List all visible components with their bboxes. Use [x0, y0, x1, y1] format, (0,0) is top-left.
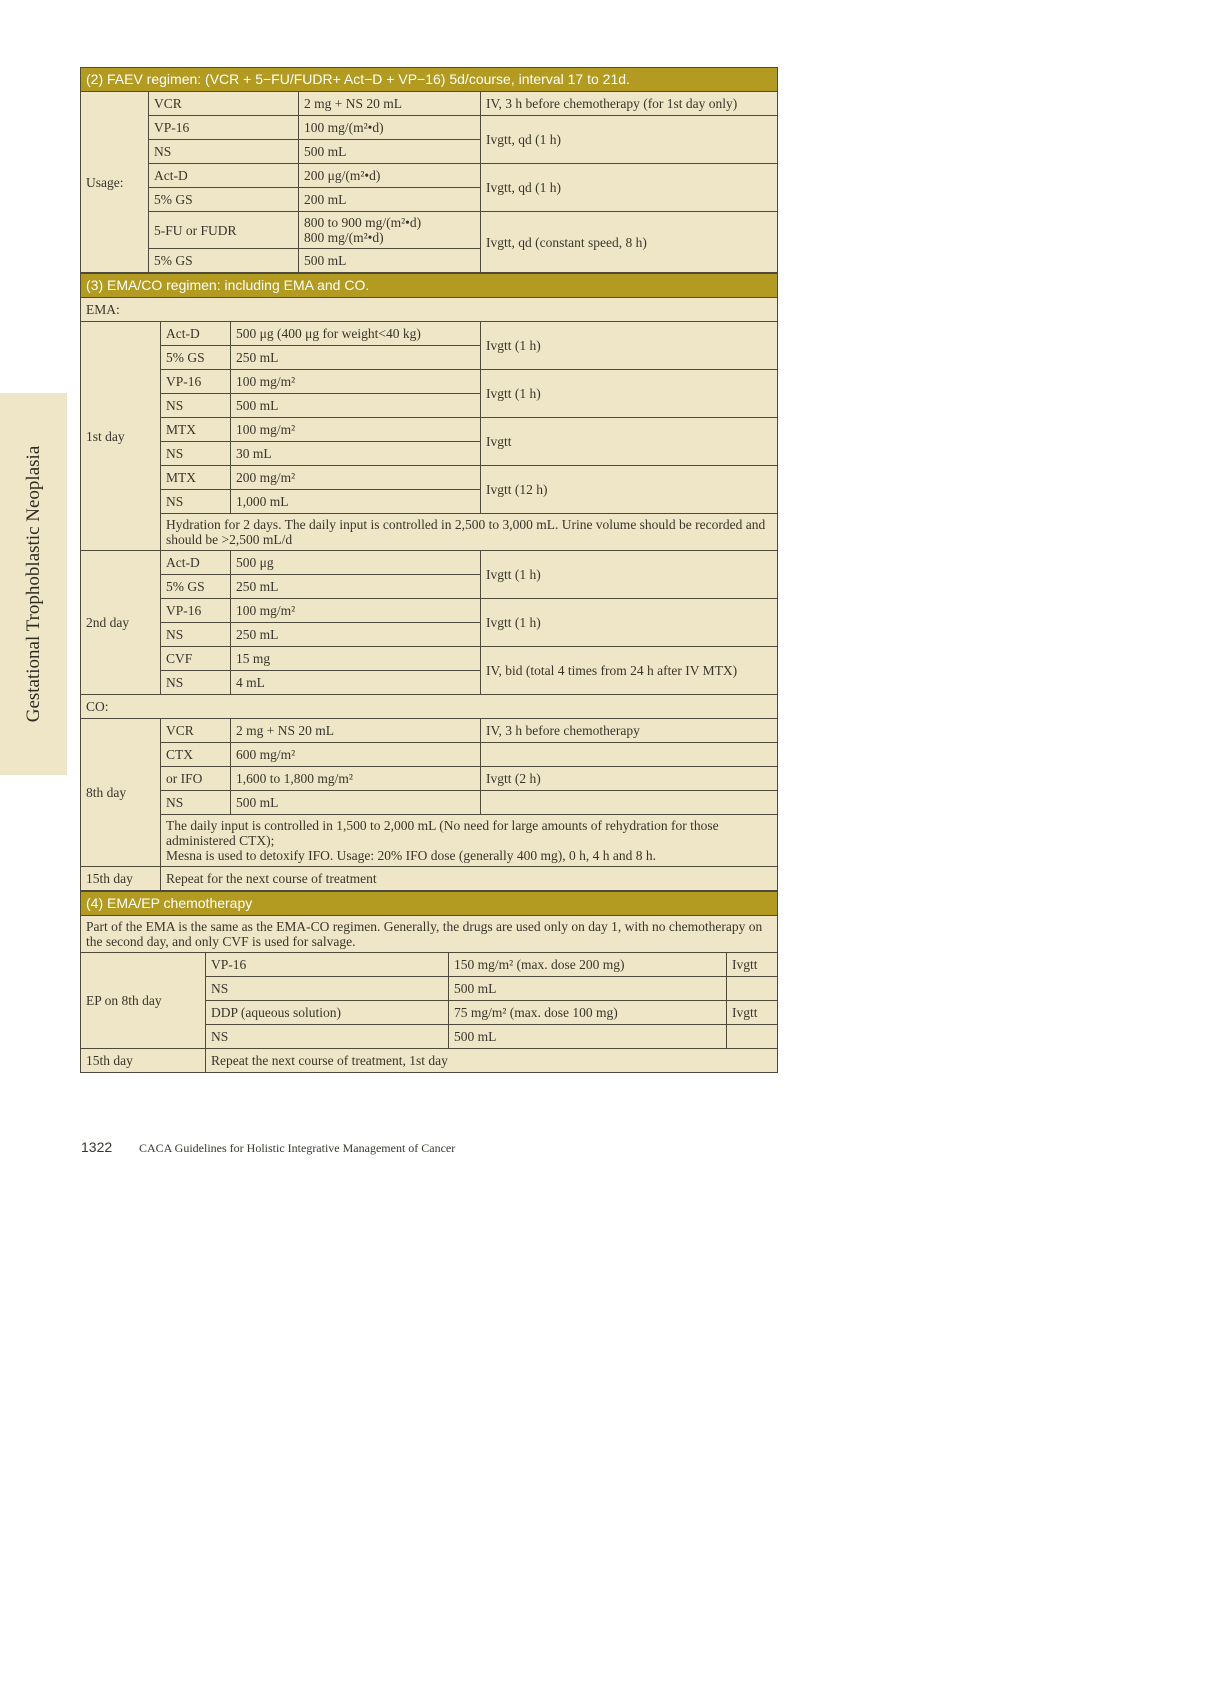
- dose-cell: 500 mL: [299, 140, 481, 164]
- table-row: [81, 370, 778, 394]
- table-row: [81, 719, 778, 743]
- note-line: The daily input is controlled in 1,500 to 2,000 mL (No need for large amounts of rehydration for those administered CTX);: [166, 818, 719, 848]
- ema-ep-header: (4) EMA/EP chemotherapy: [81, 892, 778, 916]
- dose-cell: 100 mg/(m²•d): [299, 116, 481, 140]
- regimen-tables: [80, 67, 777, 1073]
- dose-cell: 2 mg + NS 20 mL: [299, 92, 481, 116]
- dose-cell: 1,600 to 1,800 mg/m²: [231, 767, 481, 791]
- drug-cell: Act-D: [161, 322, 231, 346]
- drug-cell: NS: [161, 791, 231, 815]
- table-row: [81, 212, 778, 249]
- page-footer: [81, 1139, 455, 1157]
- drug-cell: 5% GS: [161, 346, 231, 370]
- dose-cell: 200 μg/(m²•d): [299, 164, 481, 188]
- dose-cell: 100 mg/m²: [231, 599, 481, 623]
- ema-co-header: (3) EMA/CO regimen: including EMA and CO.: [81, 274, 778, 298]
- note-line: Mesna is used to detoxify IFO. Usage: 20% IFO dose (generally 400 mg), 0 h, 4 h and 8 h.: [166, 848, 657, 863]
- table-row: [81, 743, 778, 767]
- table-row: [81, 767, 778, 791]
- faev-regimen-table: [80, 67, 778, 273]
- drug-cell: 5% GS: [149, 188, 299, 212]
- route-cell: Ivgtt (1 h): [481, 599, 778, 647]
- table-row: [81, 418, 778, 442]
- route-cell: IV, bid (total 4 times from 24 h after IV MTX): [481, 647, 778, 695]
- table-row: [81, 322, 778, 346]
- table-row: [81, 953, 778, 977]
- drug-cell: 5% GS: [149, 249, 299, 273]
- drug-cell: NS: [161, 490, 231, 514]
- page-number: 1322: [81, 1139, 113, 1155]
- repeat-note: Repeat for the next course of treatment: [161, 867, 778, 891]
- drug-cell: NS: [149, 140, 299, 164]
- dose-cell: 500 mL: [231, 394, 481, 418]
- table-row: [81, 599, 778, 623]
- route-cell: Ivgtt (1 h): [481, 370, 778, 418]
- dose-cell: 500 μg: [231, 551, 481, 575]
- route-cell: Ivgtt (1 h): [481, 322, 778, 370]
- drug-cell: NS: [206, 1025, 449, 1049]
- table-row: [81, 791, 778, 815]
- dose-cell: 1,000 mL: [231, 490, 481, 514]
- drug-cell: Act-D: [161, 551, 231, 575]
- dose-cell: 500 mL: [449, 977, 727, 1001]
- dose-cell: 4 mL: [231, 671, 481, 695]
- dose-cell: 200 mL: [299, 188, 481, 212]
- drug-cell: or IFO: [161, 767, 231, 791]
- ema-ep-intro: Part of the EMA is the same as the EMA-CO regimen. Generally, the drugs are used only on day 1, with no chemotherapy on the second day, and only CVF is used for salvage.: [81, 916, 778, 953]
- table-row: [81, 116, 778, 140]
- table-row: [81, 514, 778, 551]
- route-cell: Ivgtt, qd (constant speed, 8 h): [481, 212, 778, 273]
- dose-cell: 600 mg/m²: [231, 743, 481, 767]
- day-label: 15th day: [81, 867, 161, 891]
- table-row: [81, 92, 778, 116]
- dose-cell: 250 mL: [231, 575, 481, 599]
- day-label: 2nd day: [81, 551, 161, 695]
- ema-ep-regimen-table: [80, 891, 778, 1073]
- drug-cell: CVF: [161, 647, 231, 671]
- day-label: 1st day: [81, 322, 161, 551]
- table-row: [81, 164, 778, 188]
- table-row: [81, 551, 778, 575]
- table-row: [81, 647, 778, 671]
- dose-cell: 150 mg/m² (max. dose 200 mg): [449, 953, 727, 977]
- route-cell: Ivgtt, qd (1 h): [481, 164, 778, 212]
- faev-header: (2) FAEV regimen: (VCR + 5−FU/FUDR+ Act−D + VP−16) 5d/course, interval 17 to 21d.: [81, 68, 778, 92]
- day-label: 8th day: [81, 719, 161, 867]
- day-label: 15th day: [81, 1049, 206, 1073]
- side-chapter-tab: [0, 393, 67, 775]
- drug-cell: 5-FU or FUDR: [149, 212, 299, 249]
- dose-cell: [299, 212, 481, 249]
- route-cell: [727, 1025, 778, 1049]
- drug-cell: MTX: [161, 418, 231, 442]
- dose-cell: 500 mL: [299, 249, 481, 273]
- dose-cell: 100 mg/m²: [231, 418, 481, 442]
- table-row: [81, 466, 778, 490]
- drug-cell: VP-16: [149, 116, 299, 140]
- dose-cell: 2 mg + NS 20 mL: [231, 719, 481, 743]
- usage-label: Usage:: [81, 92, 149, 273]
- route-cell: Ivgtt (2 h): [481, 767, 778, 791]
- route-cell: Ivgtt: [727, 1001, 778, 1025]
- table-row: [81, 1049, 778, 1073]
- drug-cell: NS: [161, 623, 231, 647]
- route-cell: Ivgtt, qd (1 h): [481, 116, 778, 164]
- drug-cell: MTX: [161, 466, 231, 490]
- table-row: [81, 867, 778, 891]
- dose-line: 800 to 900 mg/(m²•d): [304, 215, 422, 230]
- dose-cell: 500 mL: [449, 1025, 727, 1049]
- route-cell: Ivgtt (1 h): [481, 551, 778, 599]
- drug-cell: NS: [161, 442, 231, 466]
- route-cell: IV, 3 h before chemotherapy (for 1st day only): [481, 92, 778, 116]
- dose-cell: 250 mL: [231, 346, 481, 370]
- route-cell: IV, 3 h before chemotherapy: [481, 719, 778, 743]
- table-row: [81, 815, 778, 867]
- drug-cell: VP-16: [161, 599, 231, 623]
- drug-cell: VP-16: [161, 370, 231, 394]
- drug-cell: NS: [206, 977, 449, 1001]
- route-cell: [481, 791, 778, 815]
- side-chapter-title: Gestational Trophoblastic Neoplasia: [22, 445, 44, 723]
- route-cell: Ivgtt (12 h): [481, 466, 778, 514]
- dose-cell: 200 mg/m²: [231, 466, 481, 490]
- route-cell: Ivgtt: [481, 418, 778, 466]
- publication-title: CACA Guidelines for Holistic Integrative Management of Cancer: [139, 1141, 456, 1155]
- repeat-note: Repeat the next course of treatment, 1st day: [206, 1049, 778, 1073]
- drug-cell: VCR: [149, 92, 299, 116]
- ema-co-regimen-table: [80, 273, 778, 891]
- day-label: EP on 8th day: [81, 953, 206, 1049]
- route-cell: Ivgtt: [727, 953, 778, 977]
- drug-cell: DDP (aqueous solution): [206, 1001, 449, 1025]
- dose-line: 800 mg/(m²•d): [304, 230, 384, 245]
- dose-cell: 250 mL: [231, 623, 481, 647]
- drug-cell: CTX: [161, 743, 231, 767]
- dose-cell: 75 mg/m² (max. dose 100 mg): [449, 1001, 727, 1025]
- drug-cell: Act-D: [149, 164, 299, 188]
- drug-cell: VCR: [161, 719, 231, 743]
- dose-cell: 15 mg: [231, 647, 481, 671]
- drug-cell: 5% GS: [161, 575, 231, 599]
- dose-cell: 500 mL: [231, 791, 481, 815]
- drug-cell: VP-16: [206, 953, 449, 977]
- ema-label: EMA:: [81, 298, 778, 322]
- dose-cell: 500 μg (400 μg for weight<40 kg): [231, 322, 481, 346]
- dose-cell: 30 mL: [231, 442, 481, 466]
- co-label: CO:: [81, 695, 778, 719]
- route-cell: [727, 977, 778, 1001]
- route-cell: [481, 743, 778, 767]
- drug-cell: NS: [161, 394, 231, 418]
- hydration-note: Hydration for 2 days. The daily input is controlled in 2,500 to 3,000 mL. Urine volume should be recorded and should be >2,500 mL/d: [161, 514, 778, 551]
- dose-cell: 100 mg/m²: [231, 370, 481, 394]
- co-note: [161, 815, 778, 867]
- drug-cell: NS: [161, 671, 231, 695]
